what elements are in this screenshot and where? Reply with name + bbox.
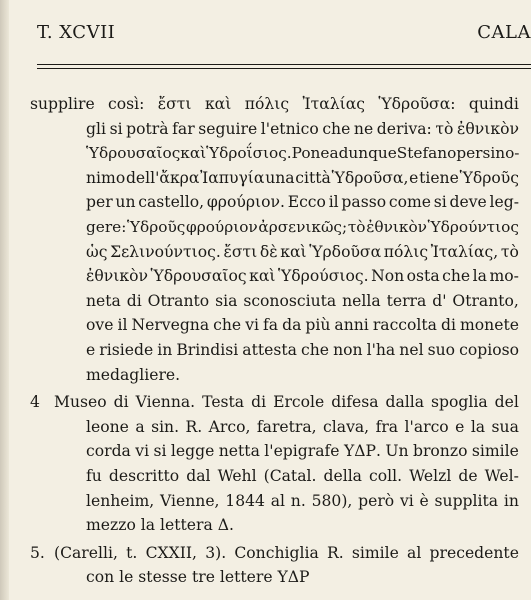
text-line: mezzo la lettera Δ. xyxy=(86,516,234,535)
body-text xyxy=(30,92,519,590)
header-rule-lower xyxy=(37,68,531,69)
page-gutter-shadow xyxy=(0,0,9,600)
text-line: neta di Otranto sia sconosciuta nella terra d' Otranto, xyxy=(86,291,519,310)
text-line: corda vi si legge netta l'epigrafe ΥΔΡ. Un bronzo simile xyxy=(86,442,519,461)
text-line: ἐθνικὸν Ὑδρουσαῖος καὶ Ὑδρούσιος. Non osta che la mo- xyxy=(86,267,519,286)
entry-number: 4 xyxy=(30,393,40,412)
text-line: ὡς Σελινούντιος. ἔστι δὲ καὶ Ὑρδοῦσα πόλις Ἰταλίας, τὸ xyxy=(86,242,519,261)
text-line: Museo di Vienna. Testa di Ercole difesa dalla spoglia del xyxy=(54,393,519,412)
text-line: gere: Ὑδροῦς φρούριον ἀρσενικῶς; τὸ ἐθνικὸν Ὑδρούντιος xyxy=(86,217,519,236)
text-line: medagliere. xyxy=(86,365,181,384)
text-line: fu descritto dal Wehl (Catal. della coll. Welzl de Wel- xyxy=(86,466,519,485)
plate-number: T. XCVII xyxy=(37,22,116,43)
text-line: per un castello, φρούριον. Ecco il passo come si deve leg- xyxy=(86,193,519,212)
text-line: ove il Nervegna che vi fa da più anni raccolta di monete xyxy=(86,316,519,335)
paragraph-continuation xyxy=(30,92,519,387)
running-title: CALA xyxy=(477,22,531,43)
text-line: gli si potrà far seguire l'etnico che ne deriva: τὸ ἐθνικὸν xyxy=(86,119,519,138)
catalogue-entry-5 xyxy=(30,541,519,590)
text-line: con le stesse tre lettere ΥΔΡ xyxy=(86,568,310,587)
entry-number: 5. xyxy=(30,543,45,562)
catalogue-entry-4 xyxy=(30,390,519,538)
text-line: Ὑδρουσαῖος καὶ Ὑδροΐσιος. Pone adunque Stefano per sino- xyxy=(86,144,520,163)
text-line: leone a sin. R. Arco, faretra, clava, fra l'arco e la sua xyxy=(86,417,519,436)
text-line: supplire così: ἔστι καὶ πόλις Ἰταλίας Ὑδροῦσα: quindi xyxy=(30,95,519,113)
header-rule-upper xyxy=(37,64,531,65)
text-line: (Carelli, t. CXXII, 3). Conchiglia R. simile al precedente xyxy=(54,543,519,562)
text-line: lenheim, Vienne, 1844 al n. 580), però vi è supplita in xyxy=(86,491,519,510)
text-line: nimo dell'ἄκρα Ἰαπυγία una città Ὑδροῦσα, e tiene Ὑδροῦς xyxy=(86,168,519,187)
text-line: e risiede in Brindisi attesta che non l'ha nel suo copioso xyxy=(86,340,519,359)
